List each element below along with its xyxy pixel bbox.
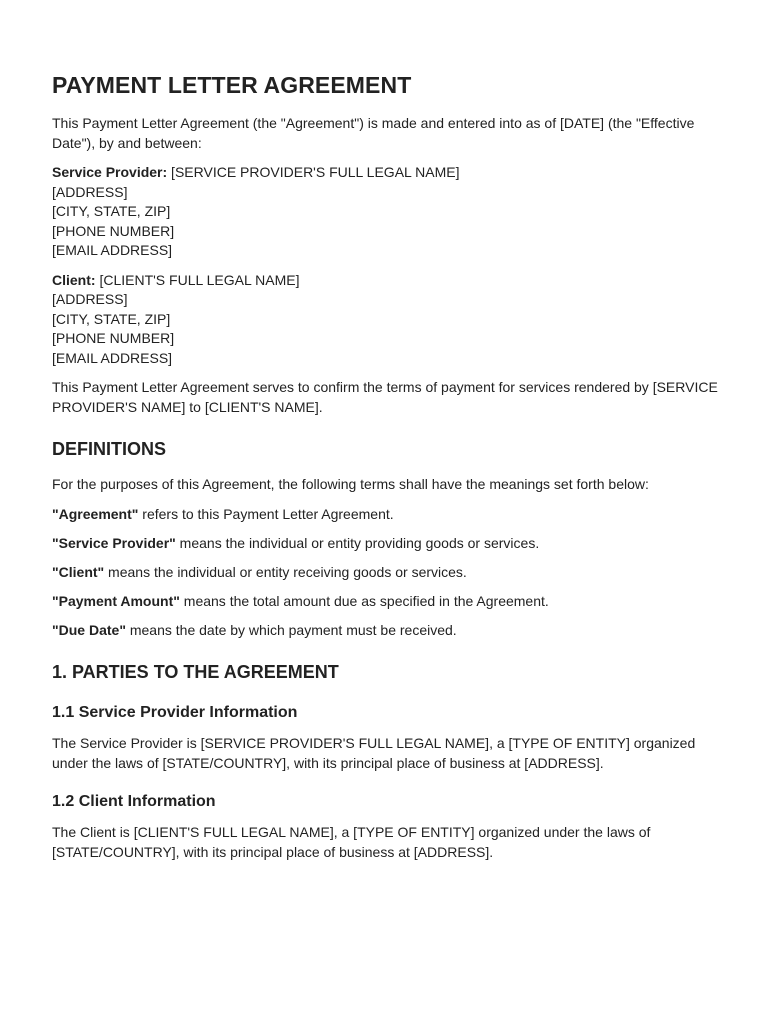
definition-item — [52, 563, 724, 583]
subsection-1-1-heading: 1.1 Service Provider Information — [52, 704, 298, 721]
section-1-heading: 1. PARTIES TO THE AGREEMENT — [52, 662, 339, 682]
definition-text: refers to this Payment Letter Agreement. — [138, 505, 394, 522]
purpose-paragraph: This Payment Letter Agreement serves to confirm the terms of payment for services rendered by [SERVICE PROVIDER'S NAME] to [CLIENT'S NAME]. — [52, 379, 718, 415]
service-provider-name: [SERVICE PROVIDER'S FULL LEGAL NAME] — [167, 164, 460, 180]
service-provider-address: [ADDRESS] — [52, 183, 128, 200]
client-email: [EMAIL ADDRESS] — [52, 349, 173, 366]
definition-item — [52, 505, 724, 525]
client-phone: [PHONE NUMBER] — [52, 330, 175, 346]
client-label: Client: — [52, 271, 96, 288]
definition-text: means the total amount due as specified in the Agreement. — [179, 592, 549, 609]
subsection-1-2-text: The Client is [CLIENT'S FULL LEGAL NAME], a [TYPE OF ENTITY] organized under the laws of [STATE/COUNTRY], with its principal place of business at [ADDRESS]. — [52, 824, 651, 860]
document-title: PAYMENT LETTER AGREEMENT — [52, 72, 412, 98]
definition-term: "Service Provider" — [52, 534, 176, 551]
definition-item — [52, 592, 724, 612]
intro-paragraph: This Payment Letter Agreement (the "Agreement") is made and entered into as of [DATE] (the "Effective Date"), by and between: — [52, 115, 695, 151]
definition-item — [52, 621, 724, 641]
service-provider-block — [52, 163, 724, 261]
definitions-heading: DEFINITIONS — [52, 439, 167, 459]
service-provider-city: [CITY, STATE, ZIP] — [52, 203, 171, 219]
subsection-1-1-text: The Service Provider is [SERVICE PROVIDER'S FULL LEGAL NAME], a [TYPE OF ENTITY] organized under the laws of [STATE/COUNTRY], with its principal place of business at [ADDRESS]. — [52, 735, 696, 771]
document-page — [52, 70, 724, 872]
service-provider-email: [EMAIL ADDRESS] — [52, 242, 173, 258]
client-name: [CLIENT'S FULL LEGAL NAME] — [95, 271, 300, 288]
service-provider-name-line — [52, 163, 724, 183]
definition-term: "Agreement" — [52, 505, 139, 522]
definitions-intro: For the purposes of this Agreement, the following terms shall have the meanings set forth below: — [52, 476, 649, 492]
definition-term: "Payment Amount" — [52, 592, 180, 609]
service-provider-phone: [PHONE NUMBER] — [52, 222, 175, 239]
definition-text: means the individual or entity providing goods or services. — [175, 534, 540, 551]
service-provider-label: Service Provider: — [52, 164, 168, 180]
definition-term: "Client" — [52, 563, 105, 580]
definition-term: "Due Date" — [52, 621, 126, 638]
client-name-line — [52, 271, 724, 291]
definition-text: means the date by which payment must be received. — [125, 621, 457, 638]
client-city: [CITY, STATE, ZIP] — [52, 310, 171, 327]
client-block — [52, 271, 724, 369]
client-address: [ADDRESS] — [52, 291, 128, 307]
definition-item — [52, 534, 724, 554]
subsection-1-2-heading: 1.2 Client Information — [52, 793, 216, 810]
definition-text: means the individual or entity receiving goods or services. — [104, 563, 467, 580]
